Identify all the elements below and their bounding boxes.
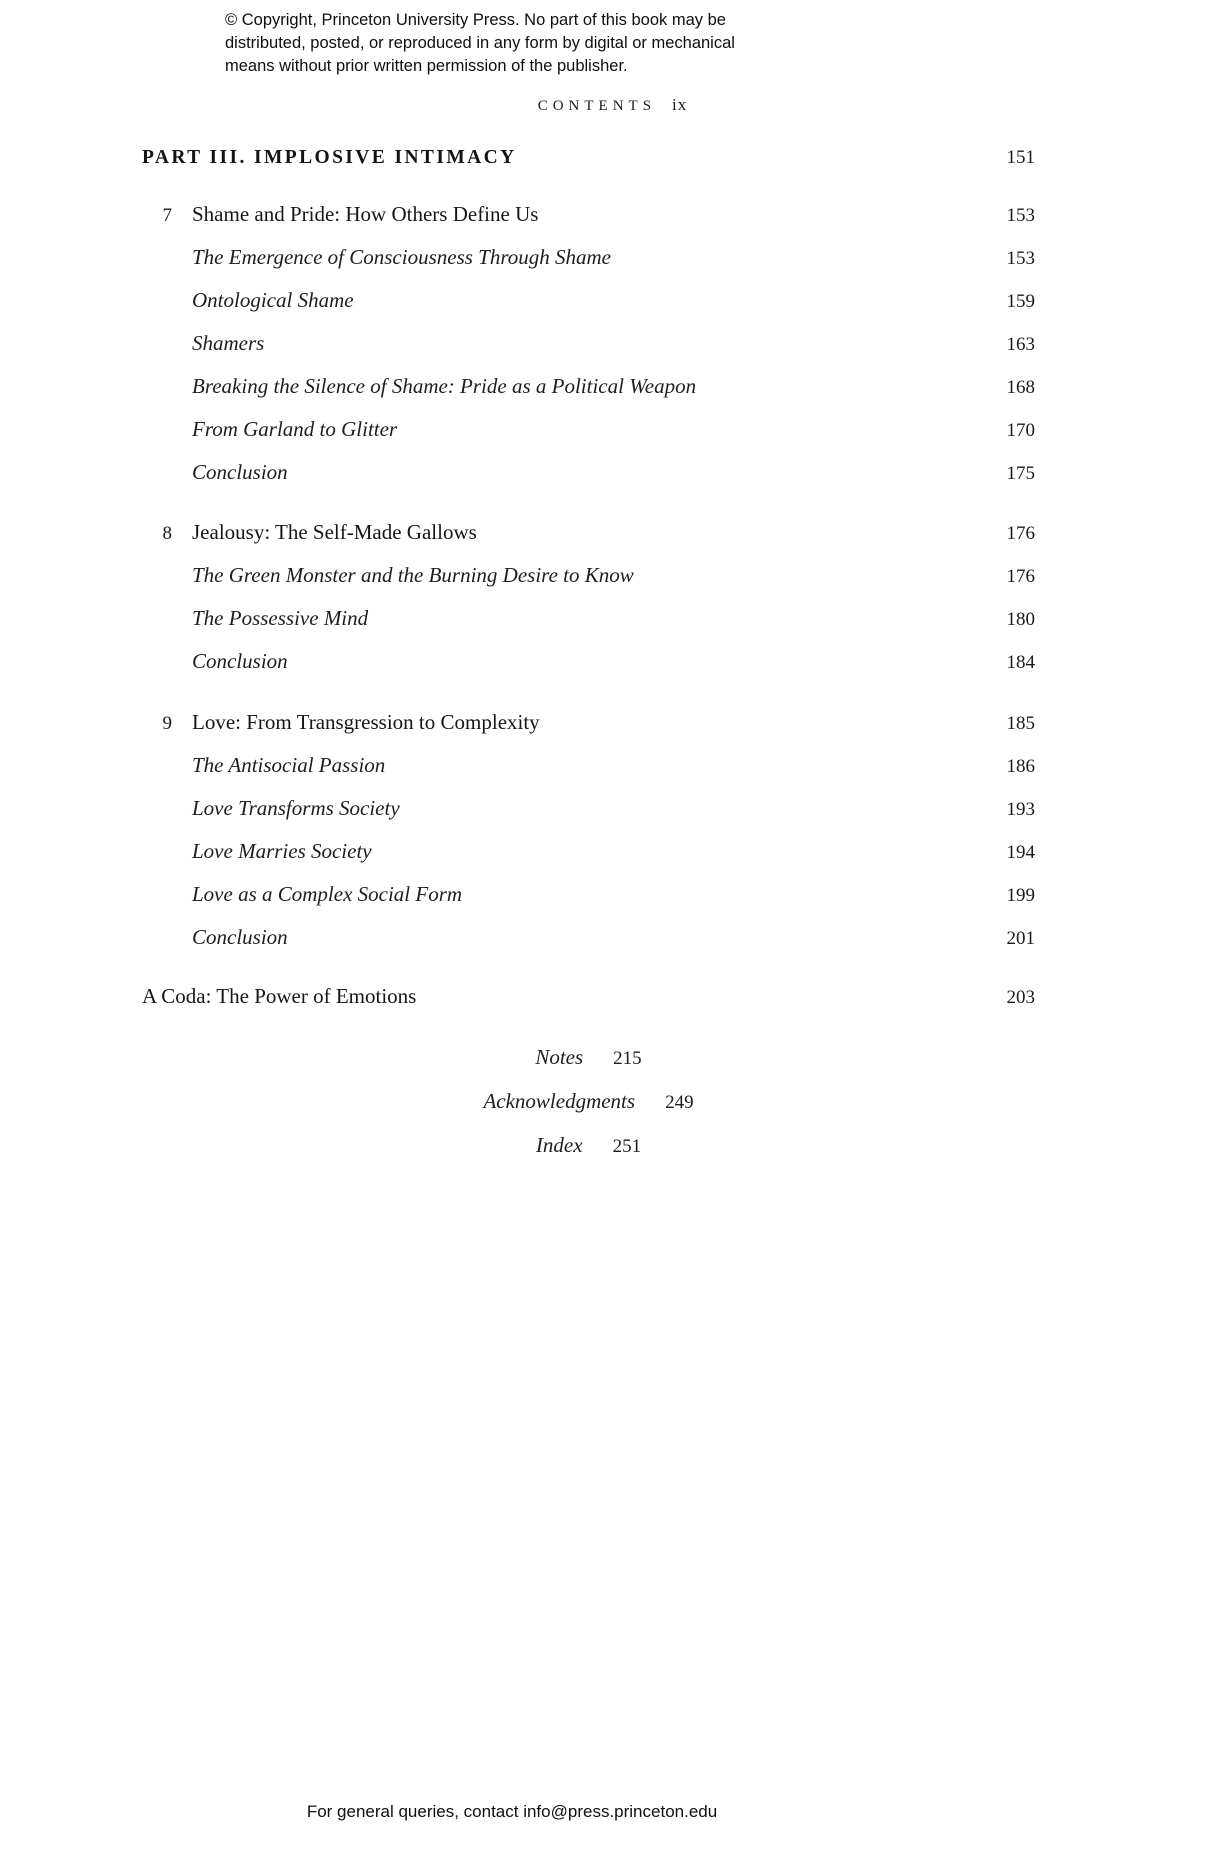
running-head-title: CONTENTS <box>537 98 657 114</box>
chapter-number: 9 <box>162 713 172 734</box>
table-of-contents <box>142 146 1035 1177</box>
section-row <box>142 649 1035 675</box>
section-page-number: 180 <box>1006 609 1035 630</box>
chapter-number: 8 <box>162 523 172 544</box>
chapter-title: Jealousy: The Self-Made Gallows <box>192 520 477 544</box>
chapter-page-number: 185 <box>1006 713 1035 734</box>
chapter-group-7 <box>142 202 1035 503</box>
chapter-page-number: 176 <box>1006 523 1035 544</box>
section-title: Breaking the Silence of Shame: Pride as a Political Weapon <box>192 374 697 398</box>
section-row <box>142 417 1035 443</box>
section-row <box>142 606 1035 632</box>
backmatter-page-number: 215 <box>613 1048 642 1069</box>
backmatter-row <box>142 1089 1035 1116</box>
backmatter-row <box>142 1133 1035 1160</box>
chapter-title: Shame and Pride: How Others Define Us <box>192 202 539 226</box>
section-page-number: 176 <box>1006 566 1035 587</box>
backmatter <box>142 1045 1035 1177</box>
backmatter-page-number: 251 <box>612 1136 642 1157</box>
section-page-number: 201 <box>1006 928 1035 949</box>
backmatter-title: Notes <box>535 1045 584 1069</box>
footer-queries-note: For general queries, contact info@press.princeton.edu <box>306 1802 718 1821</box>
section-page-number: 199 <box>1006 885 1035 906</box>
section-page-number: 163 <box>1006 334 1035 355</box>
section-row <box>142 245 1035 271</box>
backmatter-row <box>142 1045 1035 1072</box>
section-title: The Emergence of Consciousness Through Shame <box>192 245 611 269</box>
coda-row <box>142 984 1035 1010</box>
section-row <box>142 925 1035 951</box>
section-title: The Possessive Mind <box>192 606 369 630</box>
section-page-number: 186 <box>1006 756 1035 777</box>
section-row <box>142 331 1035 357</box>
section-title: Conclusion <box>192 925 288 949</box>
section-title: The Antisocial Passion <box>192 753 386 777</box>
section-page-number: 168 <box>1006 377 1035 398</box>
chapter-group-9 <box>142 710 1035 968</box>
section-page-number: 194 <box>1006 842 1035 863</box>
chapter-page-number: 153 <box>1006 205 1035 226</box>
section-page-number: 170 <box>1006 420 1035 441</box>
coda-title: A Coda: The Power of Emotions <box>142 984 417 1008</box>
section-page-number: 175 <box>1006 463 1035 484</box>
chapter-row <box>142 520 1035 546</box>
section-page-number: 184 <box>1006 652 1035 673</box>
chapter-group-8 <box>142 520 1035 692</box>
copyright-notice <box>225 9 735 78</box>
chapter-row <box>142 710 1035 736</box>
section-title: Shamers <box>192 331 265 355</box>
section-row <box>142 753 1035 779</box>
section-page-number: 153 <box>1006 248 1035 269</box>
part-page-number: 151 <box>1006 147 1035 168</box>
section-title: Love Marries Society <box>192 839 372 863</box>
section-title: The Green Monster and the Burning Desire to Know <box>192 563 634 587</box>
section-title: From Garland to Glitter <box>192 417 398 441</box>
section-title: Conclusion <box>192 649 288 673</box>
backmatter-title: Index <box>535 1133 583 1157</box>
section-row <box>142 374 1035 400</box>
backmatter-page-number: 249 <box>665 1092 694 1113</box>
section-title: Love as a Complex Social Form <box>192 882 463 906</box>
section-row <box>142 796 1035 822</box>
section-title: Ontological Shame <box>192 288 354 312</box>
section-title: Love Transforms Society <box>192 796 400 820</box>
page-folio: ix <box>672 95 688 114</box>
part-heading-label: PART III. IMPLOSIVE INTIMACY <box>142 147 517 168</box>
copyright-line: means without prior written permission of the publisher. <box>225 57 628 75</box>
part-heading-row <box>142 146 1035 170</box>
section-page-number: 159 <box>1006 291 1035 312</box>
coda-page-number: 203 <box>1006 987 1035 1008</box>
section-page-number: 193 <box>1006 799 1035 820</box>
section-row <box>142 882 1035 908</box>
section-row <box>142 288 1035 314</box>
copyright-line: distributed, posted, or reproduced in any form by digital or mechanical <box>225 34 735 52</box>
section-row <box>142 563 1035 589</box>
section-row <box>142 460 1035 486</box>
section-row <box>142 839 1035 865</box>
copyright-line: © Copyright, Princeton University Press. No part of this book may be <box>225 11 726 29</box>
chapter-number: 7 <box>162 205 172 226</box>
section-title: Conclusion <box>192 460 288 484</box>
backmatter-title: Acknowledgments <box>483 1089 636 1113</box>
chapter-row <box>142 202 1035 228</box>
chapter-title: Love: From Transgression to Complexity <box>192 710 540 734</box>
running-head <box>0 95 1225 115</box>
